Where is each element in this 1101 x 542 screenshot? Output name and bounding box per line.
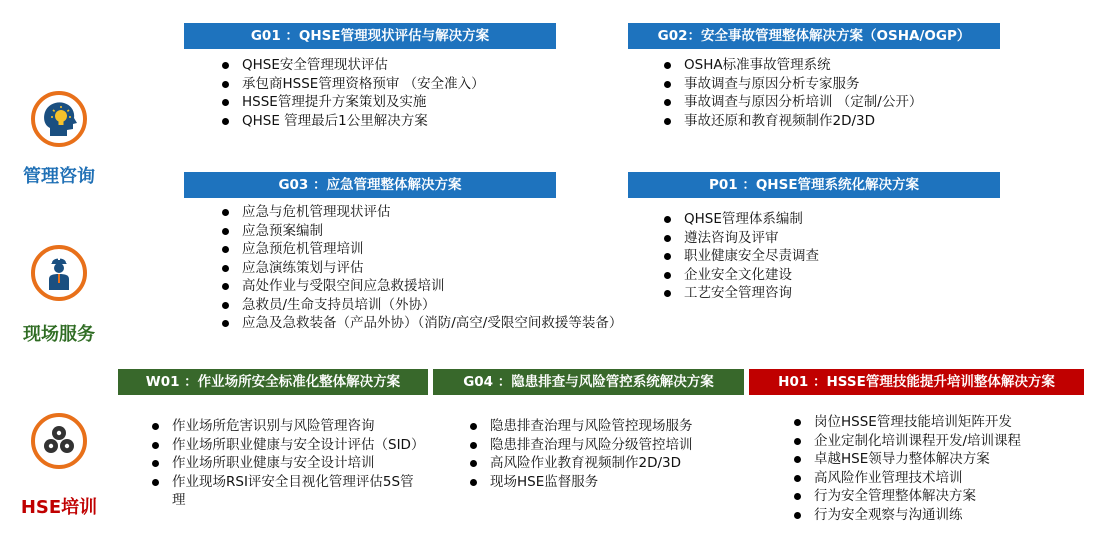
list-item: 作业场所危害识别与风险管理咨询 [148, 417, 418, 436]
section-label-consulting: 管理咨询 [23, 166, 95, 187]
list-item: 卓越HSE领导力整体解决方案 [790, 450, 1021, 469]
list-item: QHSE 管理最后1公里解决方案 [218, 112, 485, 131]
list-item: 事故还原和教育视频制作2D/3D [660, 112, 922, 131]
three-circles-icon [30, 412, 88, 470]
list-item: 高风险作业教育视频制作2D/3D [466, 454, 693, 473]
list-item: 企业定制化培训课程开发/培训课程 [790, 432, 1021, 451]
list-item: 应急演练策划与评估 [218, 259, 622, 278]
panel-list-h01 [790, 413, 1021, 524]
list-item: 急救员/生命支持员培训（外协） [218, 296, 622, 315]
list-item: 岗位HSSE管理技能培训矩阵开发 [790, 413, 1021, 432]
list-item: 高处作业与受限空间应急救援培训 [218, 277, 622, 296]
panel-header-w01[interactable]: W01 ：作业场所安全标准化整体解决方案 [118, 369, 428, 395]
list-item: 行为安全观察与沟通训练 [790, 506, 1021, 525]
list-item: 工艺安全管理咨询 [660, 284, 819, 303]
section-label-field: 现场服务 [23, 324, 95, 345]
section-label-training: HSE培训 [20, 497, 98, 518]
list-item: HSSE管理提升方案策划及实施 [218, 93, 485, 112]
list-item: OSHA标准事故管理系统 [660, 56, 922, 75]
list-item: 行为安全管理整体解决方案 [790, 487, 1021, 506]
panel-list-g02 [660, 56, 922, 130]
list-item: QHSE安全管理现状评估 [218, 56, 485, 75]
list-item: 隐患排查治理与风险管控现场服务 [466, 417, 693, 436]
panel-list-g03 [218, 203, 622, 333]
list-item: 职业健康安全尽责调查 [660, 247, 819, 266]
panel-list-p01 [660, 210, 819, 303]
head-lightbulb-icon [30, 90, 88, 148]
list-item: QHSE管理体系编制 [660, 210, 819, 229]
list-item: 应急预案编制 [218, 222, 622, 241]
list-item: 作业场所职业健康与安全设计培训 [148, 454, 418, 473]
panel-header-h01[interactable]: H01 ：HSSE管理技能提升培训整体解决方案 [749, 369, 1084, 395]
list-item: 事故调查与原因分析培训 （定制/公开） [660, 93, 922, 112]
list-item: 遵法咨询及评审 [660, 229, 819, 248]
panel-list-w01 [148, 417, 425, 510]
list-item: 隐患排查治理与风险分级管控培训 [466, 436, 693, 455]
list-item: 事故调查与原因分析专家服务 [660, 75, 922, 94]
list-item: 应急预危机管理培训 [218, 240, 622, 259]
list-item: 作业场所职业健康与安全设计评估（SID） [148, 436, 418, 455]
list-item: 企业安全文化建设 [660, 266, 819, 285]
list-item: 应急与危机管理现状评估 [218, 203, 622, 222]
list-item: 承包商HSSE管理资格预审 （安全准入） [218, 75, 485, 94]
panel-header-g03[interactable]: G03 ：应急管理整体解决方案 [184, 172, 556, 198]
panel-list-g04 [466, 417, 693, 491]
list-item: 作业现场RSI评安全目视化管理评估5S管理 [148, 473, 418, 510]
panel-header-p01[interactable]: P01 ：QHSE管理系统化解决方案 [628, 172, 1000, 198]
worker-icon [30, 244, 88, 302]
list-item: 现场HSE监督服务 [466, 473, 693, 492]
list-item: 应急及急救装备（产品外协）（消防/高空/受限空间救援等装备） [218, 314, 622, 333]
panel-header-g01[interactable]: G01 ：QHSE管理现状评估与解决方案 [184, 23, 556, 49]
list-item: 高风险作业管理技术培训 [790, 469, 1021, 488]
panel-list-g01 [218, 56, 485, 130]
panel-header-g02[interactable]: G02：安全事故管理整体解决方案（OSHA/OGP） [628, 23, 1000, 49]
panel-header-g04[interactable]: G04 ：隐患排查与风险管控系统解决方案 [433, 369, 744, 395]
